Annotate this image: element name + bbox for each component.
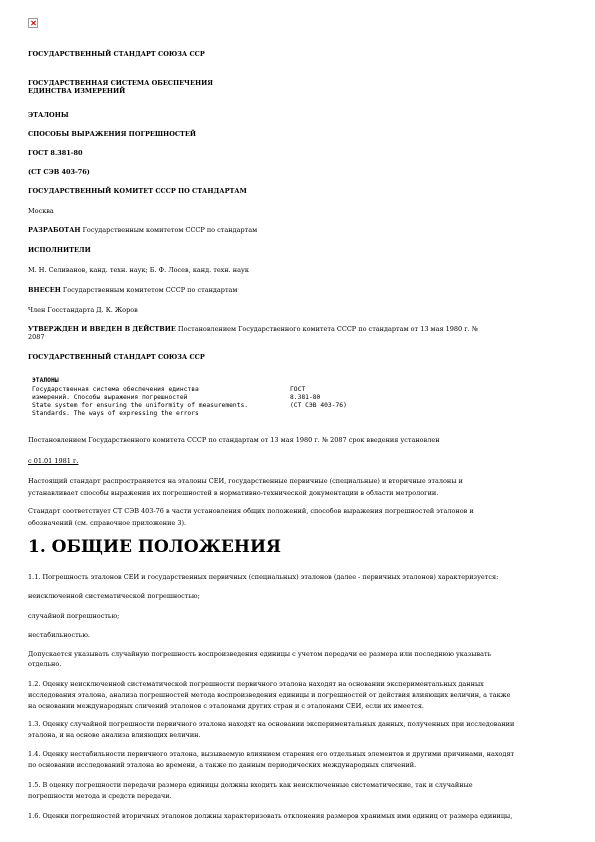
title-block-row — [32, 386, 306, 394]
clause-1-4-line1: 1.4. Оценку нестабильности первичного эталона, вызываемую влиянием старения его отдельных элементов и другими причинами, находят — [28, 750, 515, 758]
approved-text: Постановлением Государственного комитета СССР по стандартам от 13 мая 1980 г. № — [175, 325, 478, 333]
developed-by — [28, 226, 568, 234]
introduced-text: Государственным комитетом СССР по стандартам — [60, 286, 238, 294]
executors-label: ИСПОЛНИТЕЛИ — [28, 246, 91, 254]
title-block-left: Государственная система обеспечения единства — [32, 386, 199, 393]
clause-1-1: 1.1. Погрешность эталонов СЕИ и государственных первичных (специальных) эталонов (далее - первичных эталонов) характеризуется: — [28, 573, 499, 581]
title-block-row — [32, 394, 321, 402]
clause-1-3-line1: 1.3. Оценку случайной погрешности первичного эталона находят на основании экспериментальных данных, полученных при исследовании — [28, 720, 515, 728]
title-block-left: Standards. The ways of expressing the errors — [32, 410, 199, 417]
city: Москва — [28, 207, 54, 215]
conformity-line2: обозначений (см. справочное приложение 3). — [28, 519, 187, 527]
committee-heading: ГОСУДАРСТВЕННЫЙ КОМИТЕТ СССР ПО СТАНДАРТАМ — [28, 187, 247, 195]
etalons-heading: ЭТАЛОНЫ — [28, 111, 69, 119]
list-item: случайной погрешностью; — [28, 612, 120, 620]
section-1-heading: 1. ОБЩИЕ ПОЛОЖЕНИЯ — [28, 537, 281, 557]
introduced-by — [28, 286, 568, 294]
clause-1-4-line2: по основании исследований эталона во времени, а также по данным периодических международных сличений. — [28, 761, 417, 769]
title-block-left: измерений. Способы выражения погрешностей — [32, 394, 188, 401]
gost-number: ГОСТ 8.381-80 — [28, 149, 83, 157]
scope-line1: Настоящий стандарт распространяется на эталоны СЕИ, государственные первичные (специальные) и вторичные эталоны и — [28, 477, 463, 485]
title-block-right: ГОСТ — [290, 386, 306, 393]
effective-date: с 01.01 1981 г. — [28, 457, 79, 465]
clause-1-3-line2: эталона, и на основе анализа влияющих величин. — [28, 731, 201, 739]
decree-text: Постановлением Государственного комитета СССР по стандартам от 13 мая 1980 г. № 2087 срок введения установлен — [28, 436, 440, 444]
clause-1-5-line2: погрешности метода и средств передачи. — [28, 792, 172, 800]
system-title-line2: ЕДИНСТВА ИЗМЕРЕНИЙ — [28, 87, 126, 95]
approved-label: УТВЕРЖДЕН И ВВЕДЕН В ДЕЙСТВИЕ — [28, 325, 176, 333]
list-item: нестабильностью. — [28, 631, 90, 639]
title-block-row — [32, 410, 199, 418]
title-block-left: State system for ensuring the uniformity of measurements. — [32, 402, 249, 409]
state-standard-heading: ГОСУДАРСТВЕННЫЙ СТАНДАРТ СОЮЗА ССР — [28, 50, 205, 58]
developed-text: Государственным комитетом СССР по стандартам — [80, 226, 258, 234]
clause-1-6: 1.6. Оценки погрешностей вторичных эталонов должны характеризовать отклонения размеров хранимых ими единиц от размера единицы, — [28, 812, 513, 820]
title-block-right: 8.381-80 — [290, 394, 321, 401]
title-block-row — [32, 402, 347, 410]
state-standard-heading-2: ГОСУДАРСТВЕННЫЙ СТАНДАРТ СОЮЗА ССР — [28, 353, 205, 361]
clause-1-2-line3: на основании международных сличений эталонов с эталонами других стран и с эталонами СЕИ, если их имеется. — [28, 702, 424, 710]
list-item: неисключенной систематической погрешностью; — [28, 592, 200, 600]
allowed-line1: Допускается указывать случайную погрешность воспроизведения единицы с учетом передачи ее размера или последнюю указывать — [28, 650, 492, 658]
title-block-right: (СТ СЭВ 403-76) — [290, 402, 347, 409]
clause-1-5-line1: 1.5. В оценку погрешности передачи размера единицы должны входить как неисключенные систематические, так и случайные — [28, 781, 473, 789]
approved-line1 — [28, 325, 568, 333]
title-block-etalons: ЭТАЛОНЫ — [32, 377, 59, 384]
member: Член Госстандарта Д. К. Жоров — [28, 306, 138, 314]
allowed-line2: отдельно. — [28, 660, 62, 668]
conformity-line1: Стандарт соответствует СТ СЭВ 403-76 в части установления общих положений, способов выражения погрешностей эталонов и — [28, 507, 474, 515]
st-sev-number: (СТ СЭВ 403-76) — [28, 168, 90, 176]
methods-heading: СПОСОБЫ ВЫРАЖЕНИЯ ПОГРЕШНОСТЕЙ — [28, 130, 196, 138]
executors: М. Н. Селиванов, канд. техн. наук; Б. Ф. Лосев, канд. техн. наук — [28, 266, 249, 274]
introduced-label: ВНЕСЕН — [28, 286, 61, 294]
scope-line2: устанавливает способы выражения их погрешностей в нормативно-технической документации в области метрологии. — [28, 489, 439, 497]
clause-1-2-line1: 1.2. Оценку неисключенной систематической погрешности первичного эталона находят на основании экспериментальных данных — [28, 680, 484, 688]
developed-label: РАЗРАБОТАН — [28, 226, 81, 234]
broken-image-icon — [28, 18, 38, 28]
system-title-line1: ГОСУДАРСТВЕННАЯ СИСТЕМА ОБЕСПЕЧЕНИЯ — [28, 79, 213, 87]
approved-line2: 2087 — [28, 333, 45, 341]
clause-1-2-line2: исследования эталона, анализа погрешностей метода воспроизведения единицы и погрешностей от действия влияющих величин, а также — [28, 691, 511, 699]
